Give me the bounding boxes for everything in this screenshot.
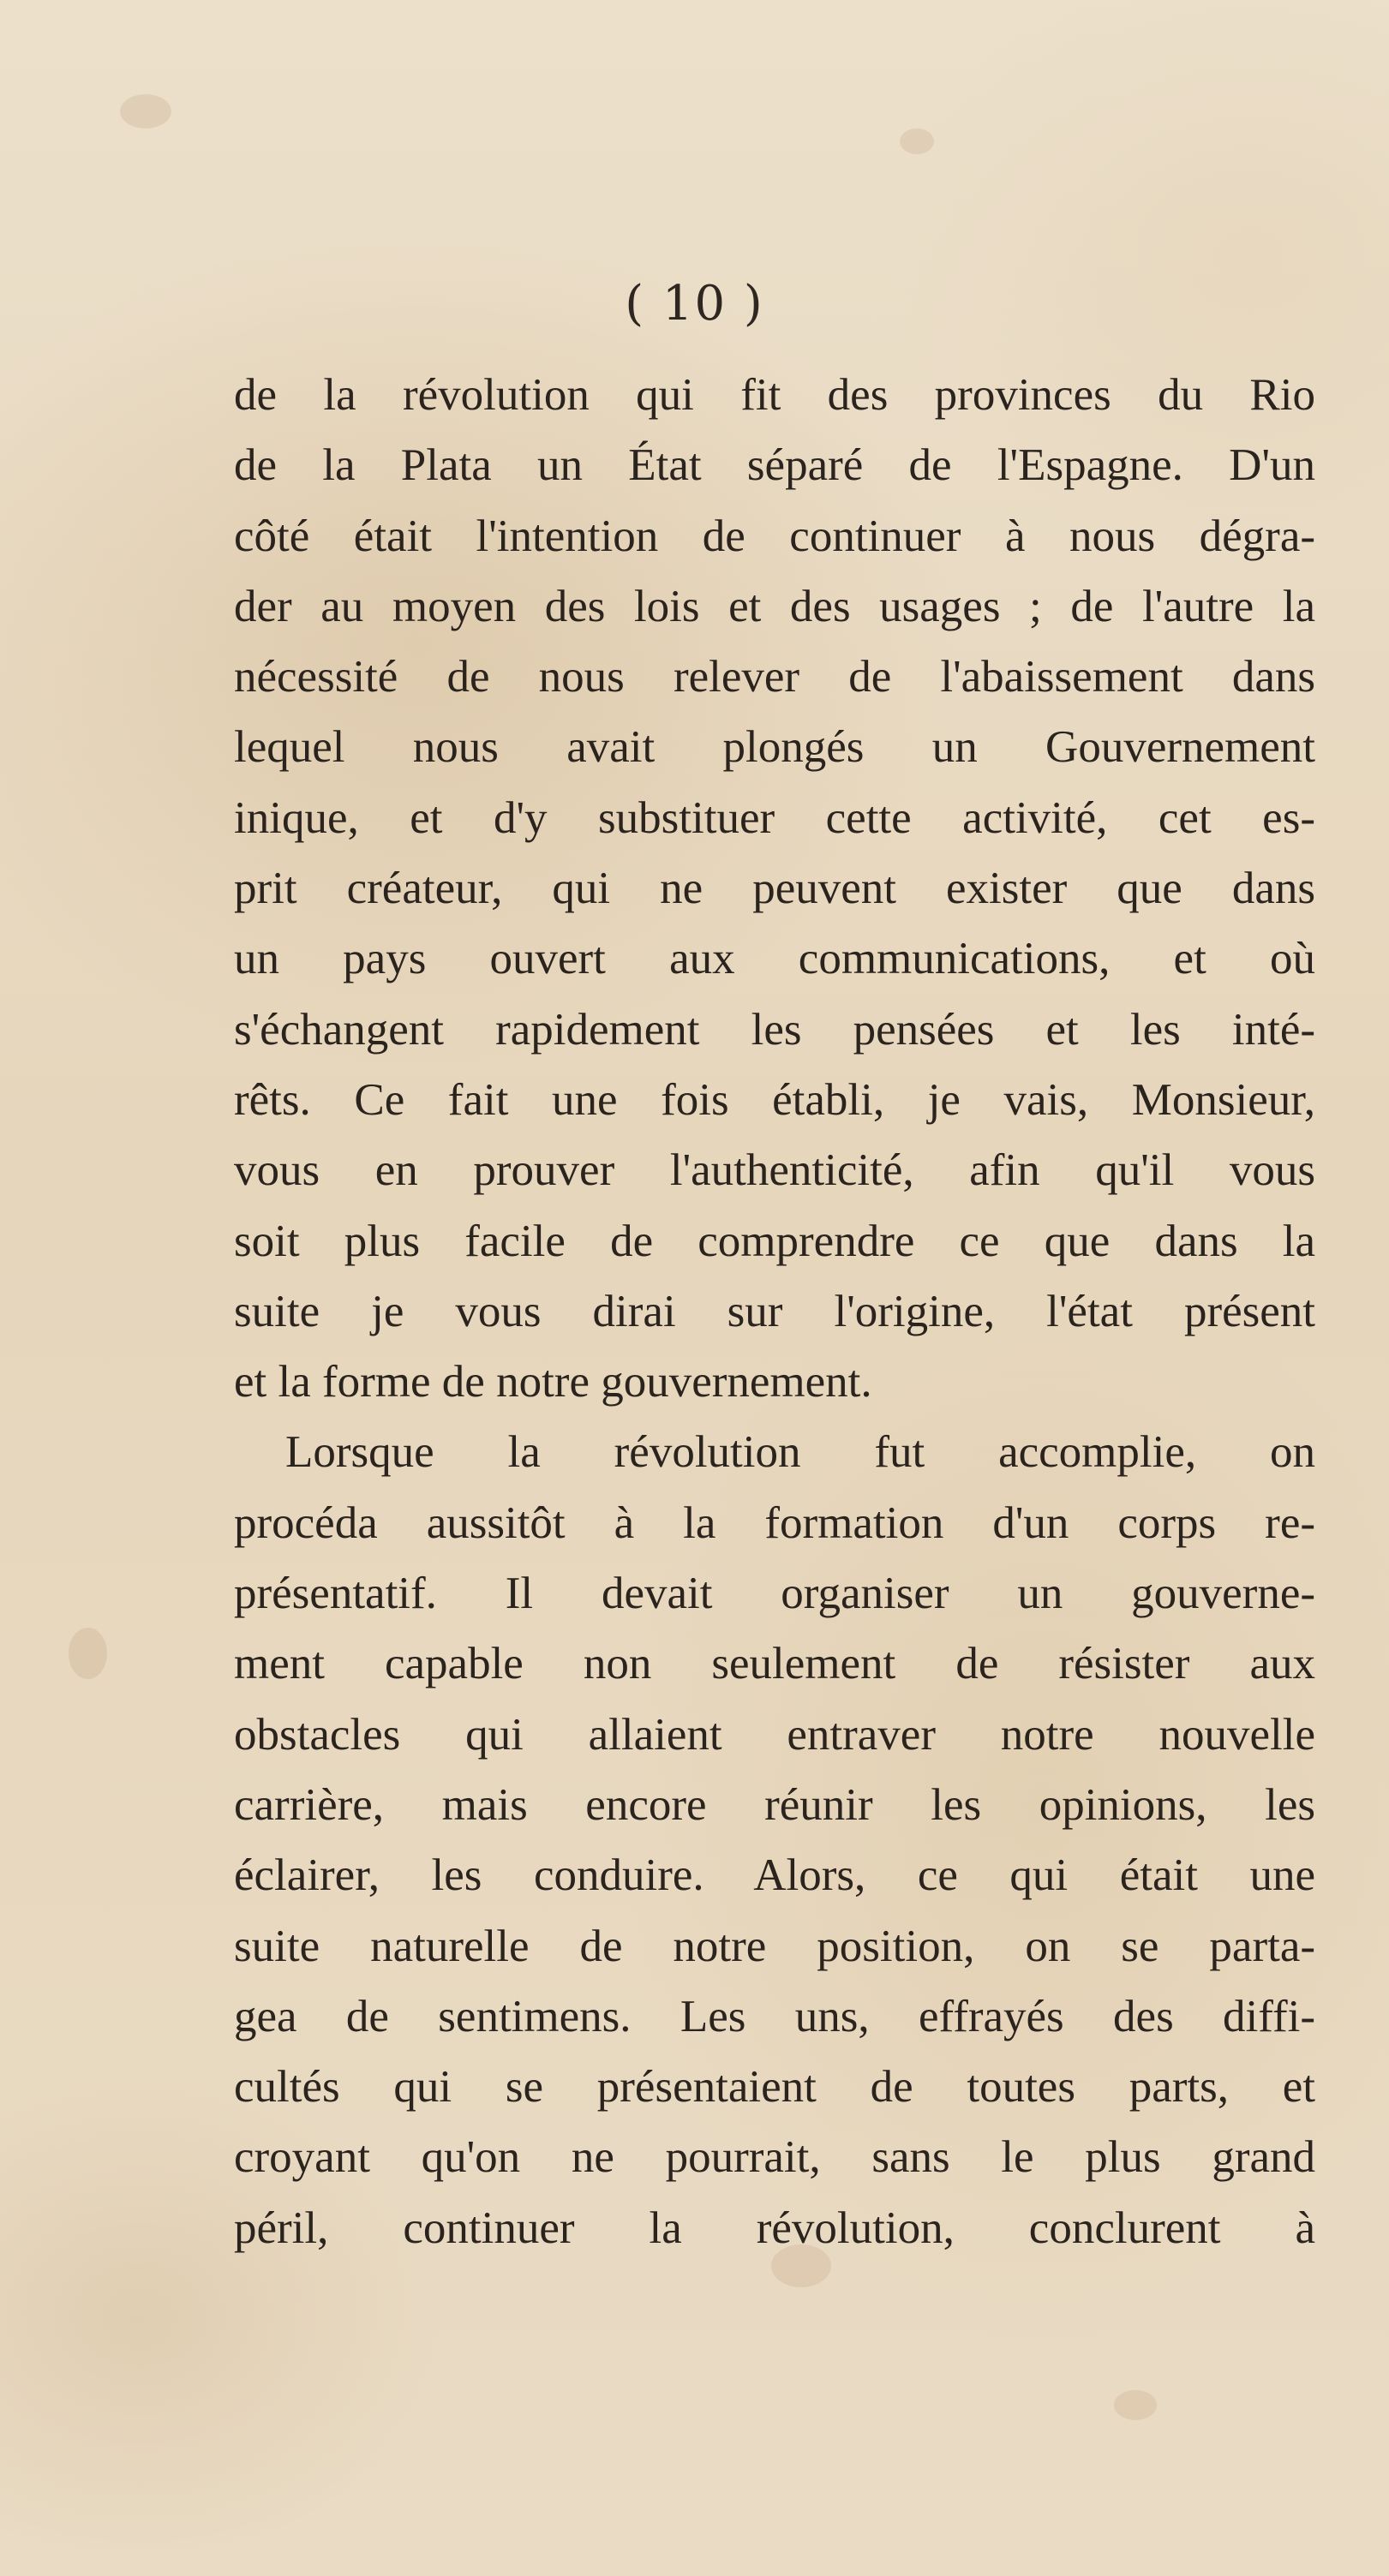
text-line: présentatif. Il devait organiser un gouverne- — [234, 1569, 1315, 1619]
text-line: nécessité de nous relever de l'abaissement dans — [234, 652, 1315, 702]
text-line: croyant qu'on ne pourrait, sans le plus grand — [234, 2132, 1315, 2183]
text-line: éclairer, les conduire. Alors, ce qui était une — [234, 1850, 1315, 1901]
text-line: rêts. Ce fait une fois établi, je vais, Monsieur, — [234, 1074, 1315, 1125]
text-line: prit créateur, qui ne peuvent exister que dans — [234, 864, 1315, 914]
text-line: procéda aussitôt à la formation d'un corps re- — [234, 1497, 1315, 1548]
paper-stain — [900, 129, 934, 154]
body-text — [234, 360, 1315, 2263]
page-number: ( 10 ) — [625, 276, 764, 332]
text-line: lequel nous avait plongés un Gouvernement — [234, 722, 1315, 773]
text-line: de la révolution qui fit des provinces du Rio — [234, 370, 1315, 420]
text-line: Lorsque la révolution fut accomplie, on — [285, 1427, 1315, 1478]
text-line: péril, continuer la révolution, conclurent à — [234, 2202, 1315, 2253]
text-line: carrière, mais encore réunir les opinions, les — [234, 1779, 1315, 1830]
text-line: gea de sentimens. Les uns, effrayés des diffi- — [234, 1991, 1315, 2041]
paper-stain — [1114, 2390, 1157, 2420]
text-line: suite je vous dirai sur l'origine, l'état présent — [234, 1286, 1315, 1336]
text-line: un pays ouvert aux communications, et où — [234, 934, 1315, 984]
text-line: côté était l'intention de continuer à nous dégra- — [234, 511, 1315, 561]
text-line: soit plus facile de comprendre ce que dans la — [234, 1216, 1315, 1266]
text-line: inique, et d'y substituer cette activité, cet es- — [234, 792, 1315, 843]
paper-stain — [69, 1628, 107, 1679]
text-line: de la Plata un État séparé de l'Espagne. D'un — [234, 440, 1315, 491]
text-line: et la forme de notre gouvernement. — [234, 1357, 872, 1408]
text-line: der au moyen des lois et des usages ; de l'autre la — [234, 581, 1315, 631]
text-line: vous en prouver l'authenticité, afin qu'il vous — [234, 1145, 1315, 1196]
text-line: obstacles qui allaient entraver notre nouvelle — [234, 1709, 1315, 1760]
paper-stain — [120, 94, 171, 129]
text-line: s'échangent rapidement les pensées et les inté- — [234, 1004, 1315, 1055]
text-line: cultés qui se présentaient de toutes parts, et — [234, 2062, 1315, 2113]
text-line: suite naturelle de notre position, on se parta- — [234, 1921, 1315, 1971]
text-line: ment capable non seulement de résister aux — [234, 1639, 1315, 1689]
